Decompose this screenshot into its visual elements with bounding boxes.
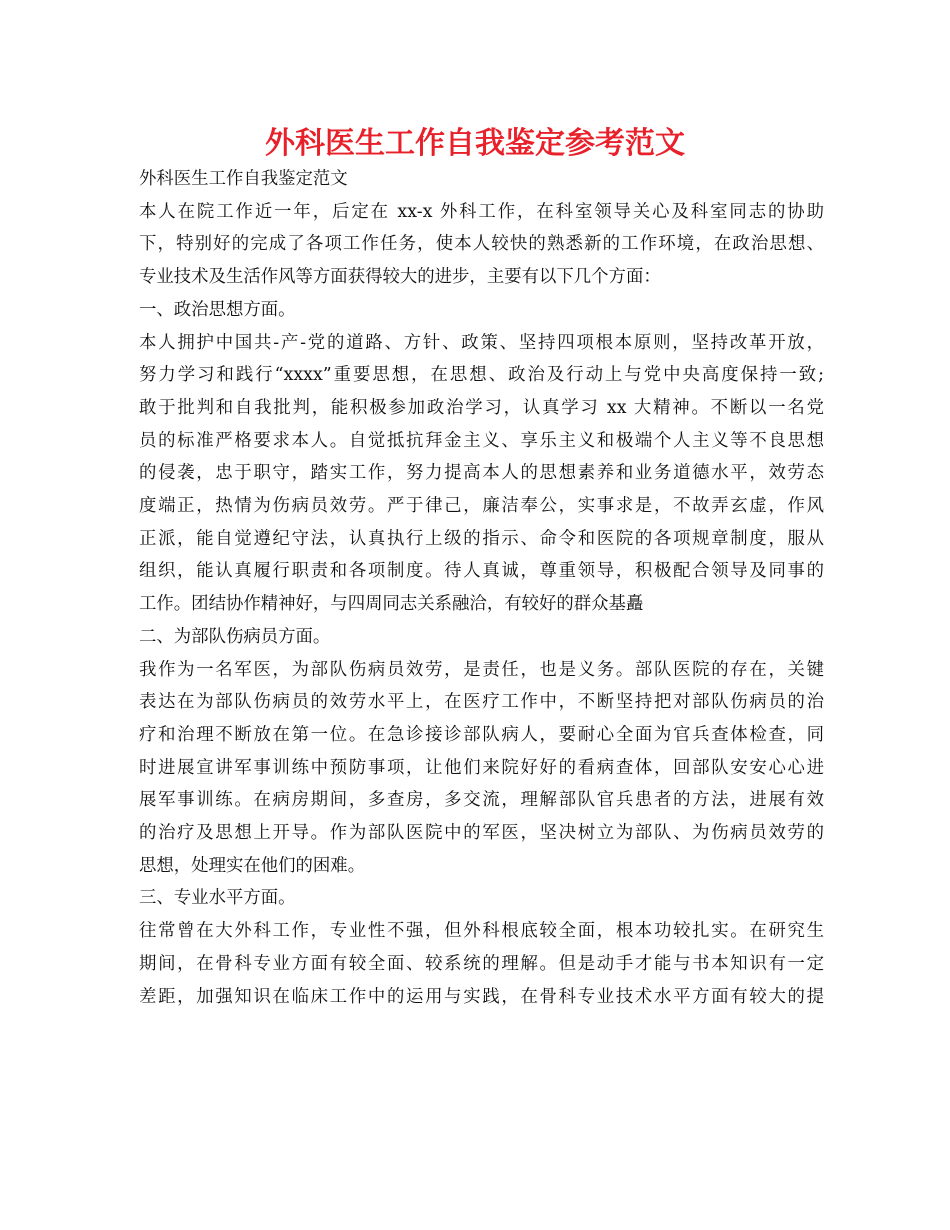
text-line: 差距，加强知识在临床工作中的运用与实践，在骨科专业技术水平方面有较大的提 [139,986,824,1007]
text-line: 时进展宣讲军事训练中预防事项，让他们来院好好的看病查体，回部队安安心心进 [139,757,824,778]
text-line: 的治疗及思想上开导。作为部队医院中的军医，坚决树立为部队、为伤病员效劳的 [139,823,824,844]
document-title: 外科医生工作自我鉴定参考范文 [265,126,685,161]
text-line: 展军事训练。在病房期间，多查房，多交流，理解部队官兵患者的方法，进展有效 [139,790,824,811]
text-line: 思想，处理实在他们的困难。 [139,855,366,876]
text-line: 表达在为部队伤病员的效劳水平上，在医疗工作中，不断坚持把对部队伤病员的治 [139,692,824,713]
text-line: 的侵袭，忠于职守，踏实工作，努力提高本人的思想素养和业务道德水平，效劳态 [139,463,824,484]
text-line: 本人在院工作近一年，后定在 xx-x 外科工作，在科室领导关心及科室同志的协助 [139,201,824,222]
text-line: 员的标准严格要求本人。自觉抵抗拜金主义、享乐主义和极端个人主义等不良思想 [139,430,824,451]
document-body [139,163,824,1013]
text-line: 组织，能认真履行职责和各项制度。待人真诚，尊重领导，积极配合领导及同事的 [139,561,824,582]
text-line: 疗和治理不断放在第一位。在急诊接诊部队病人，要耐心全面为官兵查体检查，同 [139,724,824,745]
text-line: 期间，在骨科专业方面有较全面、较系统的理解。但是动手才能与书本知识有一定 [139,953,824,974]
section-heading: 三、专业水平方面。 [139,888,296,909]
document-subtitle: 外科医生工作自我鉴定范文 [139,169,348,189]
text-line: 努力学习和践行“xxxx”重要思想，在思想、政治及行动上与党中央高度保持一致; [139,365,824,386]
section-paragraph [139,915,824,1013]
section-heading: 一、政治思想方面。 [139,299,296,320]
section-paragraph [139,327,824,621]
text-line: 专业技术及生活作风等方面获得较大的进步，主要有以下几个方面： [139,267,661,288]
text-line: 本人拥护中国共-产-党的道路、方针、政策、坚持四项根本原则，坚持改革开放， [139,332,824,353]
intro-paragraph [139,196,824,294]
section-paragraph [139,654,824,883]
text-line: 我作为一名军医，为部队伤病员效劳，是责任，也是义务。部队医院的存在，关键 [139,659,824,680]
text-line: 往常曾在大外科工作，专业性不强，但外科根底较全面，根本功较扎实。在研究生 [139,921,824,942]
text-line: 工作。团结协作精神好，与四周同志关系融洽，有较好的群众基矗 [139,594,644,615]
text-line: 敢于批判和自我批判，能积极参加政治学习，认真学习 xx 大精神。不断以一名党 [139,397,824,418]
text-line: 下，特别好的完成了各项工作任务，使本人较快的熟悉新的工作环境，在政治思想、 [139,234,824,255]
text-line: 正派，能自觉遵纪守法，认真执行上级的指示、命令和医院的各项规章制度，服从 [139,528,824,549]
text-line: 度端正，热情为伤病员效劳。严于律己，廉洁奉公，实事求是，不故弄玄虚，作风 [139,496,824,517]
section-heading: 二、为部队伤病员方面。 [139,626,331,647]
